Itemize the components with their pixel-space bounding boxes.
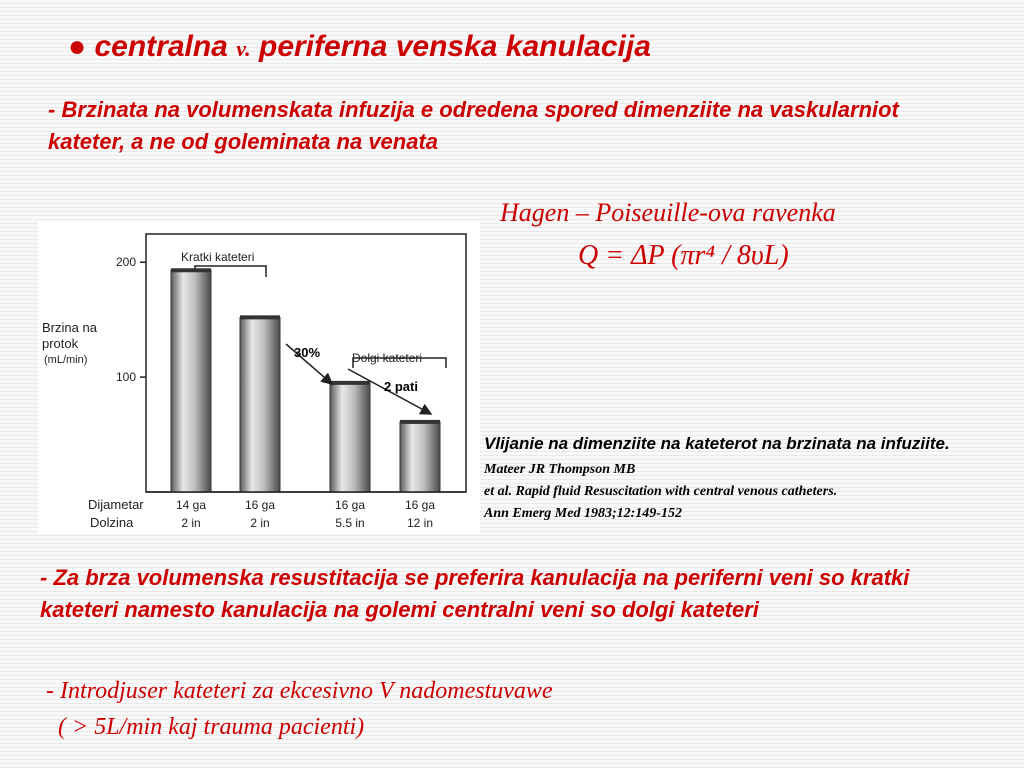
chart-caption: [484, 432, 954, 525]
trauma-flow-line: ( > 5L/min kaj trauma pacienti): [58, 714, 365, 740]
chart-svg: [38, 222, 480, 534]
title-versus: v.: [236, 36, 251, 61]
y-axis-title-line: Brzina na: [42, 320, 97, 335]
bar-cap: [171, 268, 211, 272]
bar: [240, 317, 280, 492]
x-tick-label: 16 ga: [334, 498, 366, 512]
length-tick-label: 5.5 in: [335, 516, 365, 530]
bar: [400, 422, 440, 492]
title-part-central: centralna: [94, 30, 228, 63]
thirty-percent-label: 30%: [294, 345, 321, 360]
bar: [171, 270, 211, 492]
caption-ref-title: et al. Rapid fluid Resuscitation with central venous catheters.: [484, 484, 838, 499]
bar-cap: [400, 420, 440, 424]
long-group-label: Dolgi kateteri: [352, 351, 423, 365]
diameter-row-label: Dijametar: [88, 497, 144, 512]
caption-ref-journal: Ann Emerg Med 1983;12:149-152: [484, 506, 682, 521]
x-tick-label: 14 ga: [175, 498, 207, 512]
slide-title: [68, 30, 651, 64]
hagen-poiseuille-heading: Hagen – Poiseuille-ova ravenka: [500, 198, 836, 227]
length-tick-label: 2 in: [250, 516, 270, 530]
x-tick-label: 16 ga: [244, 498, 276, 512]
caption-text: Vlijanie na dimenziite na kateterot na brzinata na infuziite.: [484, 434, 950, 453]
hagen-poiseuille-formula: Q = ΔP (πr⁴ / 8υL): [578, 240, 789, 271]
y-axis-title-line: (mL/min): [44, 354, 88, 366]
bar: [330, 383, 370, 492]
catheter-flow-chart: [38, 222, 480, 534]
title-part-peripheral: periferna venska kanulacija: [259, 30, 651, 63]
y-tick-label: 200: [115, 255, 136, 270]
length-tick-label: 2 in: [181, 516, 201, 530]
flow-rate-paragraph: - Brzinata na volumenskata infuzija e odredena spored dimenziite na vaskularniot kateter, a ne od goleminata na venata: [48, 97, 899, 154]
bar-cap: [240, 315, 280, 319]
y-axis-title-line: protok: [42, 336, 79, 351]
short-group-label: Kratki kateteri: [181, 250, 255, 264]
bar-cap: [330, 381, 370, 385]
caption-ref-authors: Mateer JR Thompson MB: [484, 462, 636, 477]
bullet-icon: ●: [68, 30, 87, 63]
length-row-label: Dolzina: [90, 515, 134, 530]
length-tick-label: 12 in: [406, 516, 434, 530]
introducer-line: - Introdjuser kateteri za ekcesivno V nadomestuvawe: [46, 678, 553, 704]
caption-main: [484, 432, 954, 481]
resuscitation-paragraph: - Za brza volumenska resustitacija se preferira kanulacija na periferni veni so kratki kateteri namesto kanulacija na golemi centralni veni so dolgi kateteri: [40, 565, 910, 622]
x-tick-label: 16 ga: [404, 498, 436, 512]
y-tick-label: 100: [115, 370, 136, 385]
two-times-label: 2 pati: [384, 379, 418, 394]
